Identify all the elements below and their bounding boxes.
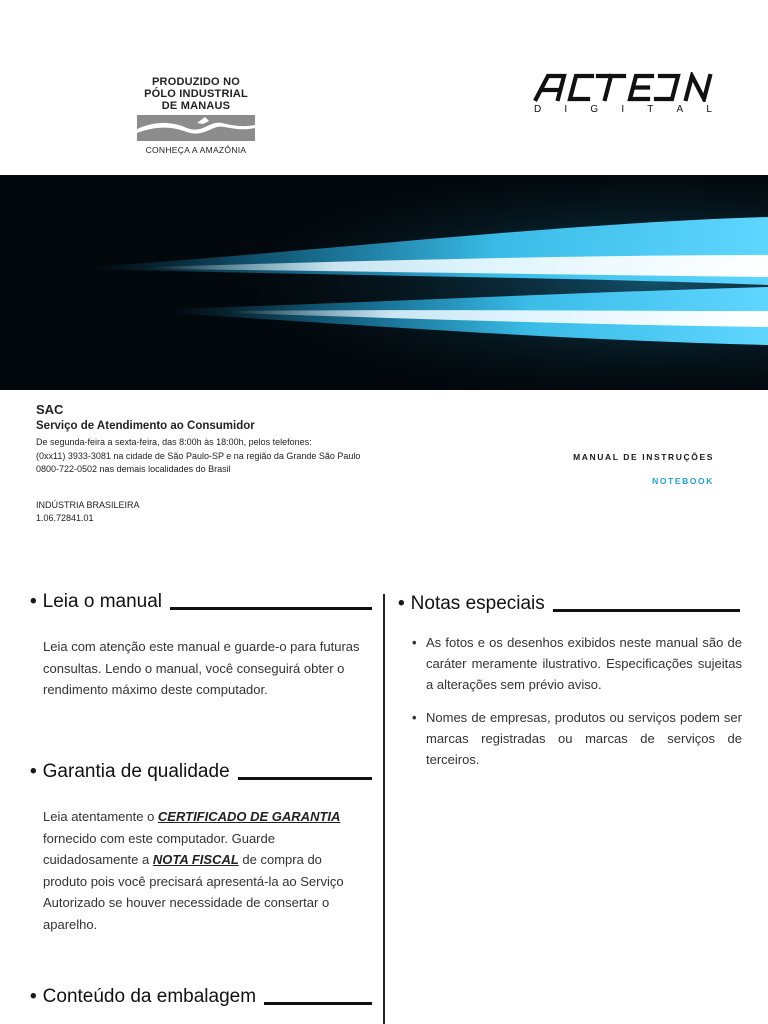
bullet-icon: •: [30, 986, 37, 1007]
section-leia-title: Leia o manual: [42, 591, 163, 612]
garantia-text-1: Leia atentamente o: [43, 809, 158, 824]
list-item: [412, 707, 742, 770]
subtitle-letter: I: [564, 104, 568, 115]
manaus-tagline: CONHEÇA A AMAZÔNIA: [145, 145, 247, 155]
manaus-line-3: DE MANAUS: [161, 100, 231, 112]
certificado-garantia-link: CERTIFICADO DE GARANTIA: [157, 809, 341, 824]
manaus-line-2: PÓLO INDUSTRIAL: [144, 88, 248, 100]
acteon-wordmark: [532, 72, 716, 102]
section-leia-header: [30, 590, 372, 614]
brand-subtitle: [532, 104, 716, 115]
nota-text: Nomes de empresas, produtos ou serviços podem ser marcas registradas ou marcas de serviços de terceiros.: [426, 710, 742, 767]
light-streak-image: [0, 175, 768, 390]
bullet-icon: •: [398, 593, 405, 614]
section-garantia-header: [30, 760, 372, 784]
section-garantia-text: [43, 806, 345, 935]
bullet-icon: •: [30, 591, 37, 612]
subtitle-letter: L: [706, 104, 712, 115]
section-conteudo-title: Conteúdo da embalagem: [42, 986, 257, 1007]
nota-text: As fotos e os desenhos exibidos neste manual são de caráter meramente ilustrativo. Especificações sujeitas a alterações sem prévio aviso.: [426, 635, 742, 692]
nota-fiscal-link: NOTA FISCAL: [152, 852, 239, 867]
subtitle-letter: T: [647, 104, 654, 115]
origin-text: INDÚSTRIA BRASILEIRA: [36, 499, 140, 510]
section-notas-header: [398, 592, 740, 616]
section-garantia-title: Garantia de qualidade: [42, 761, 230, 782]
column-divider: [383, 594, 385, 1024]
section-rule: [553, 609, 740, 612]
manual-title: MANUAL DE INSTRUÇÕES: [573, 452, 714, 462]
list-item: [412, 632, 742, 695]
section-conteudo-header: [30, 985, 372, 1009]
amazon-wave-icon: [137, 115, 255, 141]
manual-product: NOTEBOOK: [652, 476, 714, 486]
subtitle-letter: A: [676, 104, 684, 115]
light-streak-banner: [0, 175, 768, 390]
acteon-logo: [532, 72, 716, 115]
section-notas-title: Notas especiais: [410, 593, 545, 614]
manaus-line-1: PRODUZIDO NO: [152, 76, 240, 88]
notas-list: [412, 632, 742, 782]
garantia-text-2: fornecido com este computador. Guarde cuidadosamente a: [43, 830, 275, 867]
section-rule: [264, 1002, 372, 1005]
sac-phone-br: 0800-722-0502 nas demais localidades do Brasil: [36, 464, 231, 474]
garantia-text-3: de compra do produto pois você precisará apresentá-la ao Serviço Autorizado se houver necessidade de consertar o aparelho.: [43, 852, 344, 932]
section-rule: [238, 777, 372, 780]
bullet-icon: •: [412, 635, 417, 650]
sac-title: SAC: [36, 402, 64, 417]
sac-service-name: Serviço de Atendimento ao Consumidor: [36, 420, 255, 432]
section-leia-text: Leia com atenção este manual e guarde-o para futuras consultas. Lendo o manual, você conseguirá obter o rendimento máximo deste computador.: [43, 639, 360, 697]
sac-hours: De segunda-feira a sexta-feira, das 8:00h às 18:00h, pelos telefones:: [36, 437, 312, 447]
sac-info: [36, 402, 396, 526]
bullet-icon: •: [30, 761, 37, 782]
sac-phone-sp: (0xx11) 3933-3081 na cidade de São Paulo-SP e na região da Grande São Paulo: [36, 450, 361, 461]
subtitle-letter: G: [590, 104, 599, 115]
subtitle-letter: D: [534, 104, 542, 115]
product-code: 1.06.72841.01: [36, 513, 94, 523]
manaus-seal: [136, 76, 256, 155]
section-rule: [170, 607, 372, 610]
subtitle-letter: I: [621, 104, 625, 115]
bullet-icon: •: [412, 710, 417, 725]
